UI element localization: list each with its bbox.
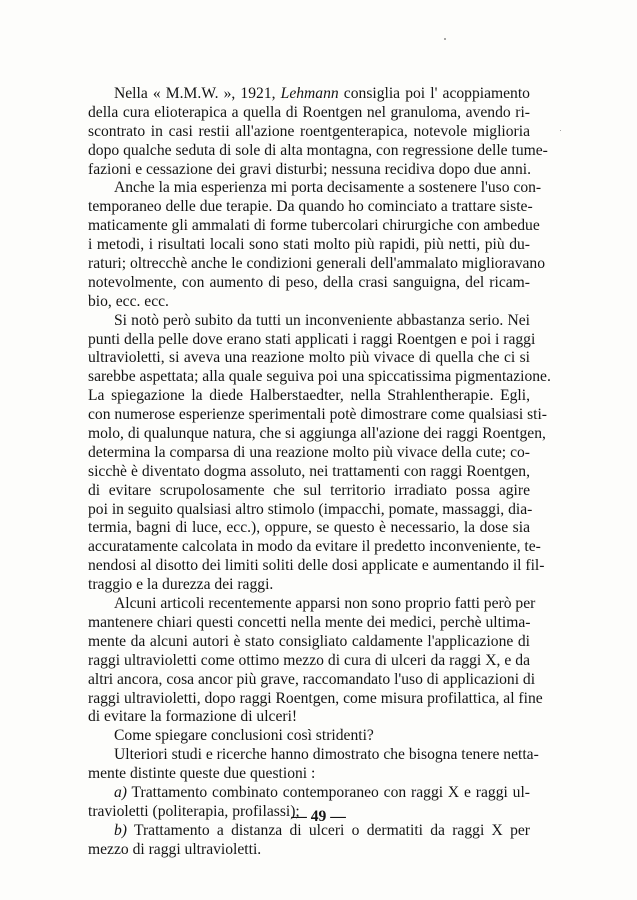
text-line: Ulteriori studi e ricerche hanno dimostrato che bisogna tenere netta-	[114, 746, 539, 764]
text-line: sicchè è diventato dogma assoluto, nei trattamenti con raggi Roentgen,	[88, 462, 530, 480]
text-line: di evitare scrupolosamente che sul territorio irradiato possa agire	[88, 481, 530, 499]
text-line: termia, bagni di luce, ecc.), oppure, se questo è necessario, la dose sia	[88, 519, 530, 537]
text-line: mente distinte queste due questioni :	[88, 765, 316, 783]
text-line: altri ancora, cosa ancor più grave, raccomandato l'uso di applicazioni di	[88, 670, 536, 688]
text-line: con numerose esperienze sperimentali potè dimostrare come qualsiasi sti-	[88, 406, 547, 424]
page-number: — 49 —	[291, 808, 346, 825]
text-line: raturi; oltrecchè anche le condizioni generali dell'ammalato miglioravano	[88, 255, 546, 273]
text-line: punti della pelle dove erano stati applicati i raggi Roentgen e poi i raggi	[88, 330, 536, 348]
text-line: ultravioletti, si aveva una reazione molto più vivace di quella che ci si	[88, 349, 530, 367]
list-marker: b)	[114, 821, 127, 839]
text-line: temporaneo delle due terapie. Da quando ho cominciato a trattare siste-	[88, 198, 533, 216]
text-line: Anche la mia esperienza mi porta decisamente a sostenere l'uso con-	[114, 179, 542, 197]
text-line: bio, ecc. ecc.	[88, 292, 169, 310]
text-line: fazioni e cessazione dei gravi disturbi; nessuna recidiva dopo due anni.	[88, 160, 531, 178]
text-line: raggi ultravioletti, dopo raggi Roentgen, come misura profilattica, al fine	[88, 689, 543, 707]
text-line: scontrato in casi restii all'azione roentgenterapica, notevole miglioria	[88, 122, 530, 140]
text-line: sarebbe aspettata; alla quale seguiva poi una spiccatissima pigmentazione.	[88, 368, 551, 386]
text-line: poi in seguito qualsiasi altro stimolo (impacchi, pomate, massaggi, dia-	[88, 500, 533, 518]
text-line: dopo qualche seduta di sole di alta montagna, con regressione delle tume-	[88, 141, 548, 159]
paper-speck	[560, 130, 561, 131]
text-line: Alcuni articoli recentemente apparsi non sono proprio fatti però per	[114, 595, 536, 613]
text-line: traggio e la durezza dei raggi.	[88, 576, 274, 594]
text-line: La spiegazione la diede Halberstaedter, nella Strahlentherapie. Egli,	[88, 387, 530, 405]
text-line: notevolmente, con aumento di peso, della crasi sanguigna, del ricam-	[88, 273, 530, 291]
paper-speck	[444, 38, 446, 40]
text-line: Nella « M.M.W. », 1921, Lehmann consiglia poi l' acoppiamento	[114, 85, 530, 102]
text-line: nendosi al disotto dei limiti soliti delle dosi applicate e aumentando il fil-	[88, 557, 545, 575]
author-name: Lehmann	[280, 85, 339, 102]
text-line: Si notò però subito da tutti un inconveniente abbastanza serio. Nei	[114, 311, 530, 329]
text-line: mente da alcuni autori è stato consigliato caldamente l'applicazione di	[88, 632, 530, 650]
text-line: determina la comparsa di una reazione molto più vivace della cute; co-	[88, 443, 530, 461]
text-line: mezzo di raggi ultravioletti.	[88, 840, 262, 858]
text-line: travioletti (politerapia, profilassi);	[88, 802, 300, 820]
text-line: mantenere chiari questi concetti nella mente dei medici, perchè ultima-	[88, 613, 531, 631]
text-line: di evitare la formazione di ulceri!	[88, 708, 298, 726]
text-line: Come spiegare conclusioni così stridenti?	[114, 727, 374, 745]
text-line: i metodi, i risultati locali sono stati molto più rapidi, più netti, più du-	[88, 236, 530, 254]
text-line: maticamente gli ammalati di forme tubercolari chirurgiche con ambedue	[88, 217, 540, 235]
text-line: b) Trattamento a distanza di ulceri o dermatiti da raggi X per	[114, 821, 530, 839]
list-marker: a)	[114, 783, 127, 801]
text-line: della cura elioterapica a quella di Roentgen nel granuloma, avendo ri-	[88, 103, 530, 121]
text-line: a) Trattamento combinato contemporaneo con raggi X e raggi ul-	[114, 783, 530, 801]
body-text	[88, 85, 551, 860]
text-line: raggi ultravioletti come ottimo mezzo di cura di ulceri da raggi X, e da	[88, 651, 530, 669]
text-line: accuratamente calcolata in modo da evitare il predetto inconveniente, te-	[88, 538, 541, 556]
text-line: molo, di qualunque natura, che si aggiunga all'azione dei raggi Roentgen,	[88, 425, 546, 443]
